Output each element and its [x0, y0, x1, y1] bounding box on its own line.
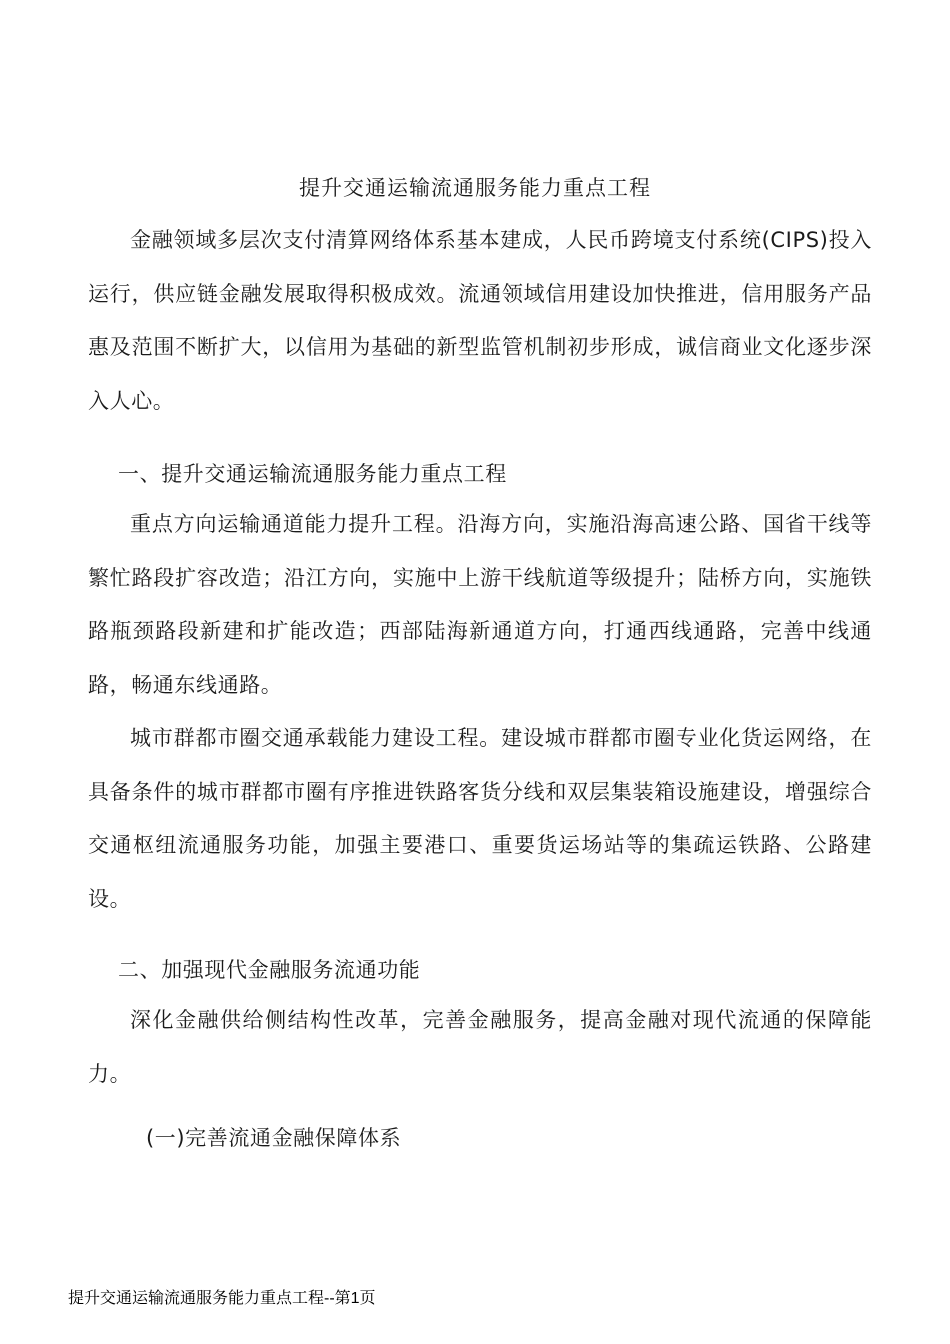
- section-2-heading: 二、加强现代金融服务流通功能: [118, 958, 421, 982]
- section-2-subheading: (一)完善流通金融保障体系: [146, 1126, 402, 1150]
- section-2-paragraph: 深化金融供给侧结构性改革，完善金融服务，提高金融对现代流通的保障能力。: [88, 1008, 872, 1086]
- section-1-paragraph-2: 城市群都市圈交通承载能力建设工程。建设城市群都市圈专业化货运网络，在具备条件的城市群都市圈有序推进铁路客货分线和双层集装箱设施建设，增强综合交通枢纽流通服务功能，加强主要港口、重要货运场站等的集疏运铁路、公路建设。: [88, 726, 872, 911]
- section-1-paragraph-1: 重点方向运输通道能力提升工程。沿海方向，实施沿海高速公路、国省干线等繁忙路段扩容改造；沿江方向，实施中上游干线航道等级提升；陆桥方向，实施铁路瓶颈路段新建和扩能改造；西部陆海新通道方向，打通西线通路，完善中线通路，畅通东线通路。: [88, 512, 872, 697]
- section-1-heading: 一、提升交通运输流通服务能力重点工程: [118, 462, 507, 486]
- document-title: 提升交通运输流通服务能力重点工程: [299, 176, 651, 200]
- intro-paragraph: 金融领域多层次支付清算网络体系基本建成，人民币跨境支付系统(CIPS)投入运行，供应链金融发展取得积极成效。流通领域信用建设加快推进，信用服务产品惠及范围不断扩大，以信用为基础的新型监管机制初步形成，诚信商业文化逐步深入人心。: [88, 228, 872, 413]
- page-footer: 提升交通运输流通服务能力重点工程--第1页: [68, 1290, 376, 1307]
